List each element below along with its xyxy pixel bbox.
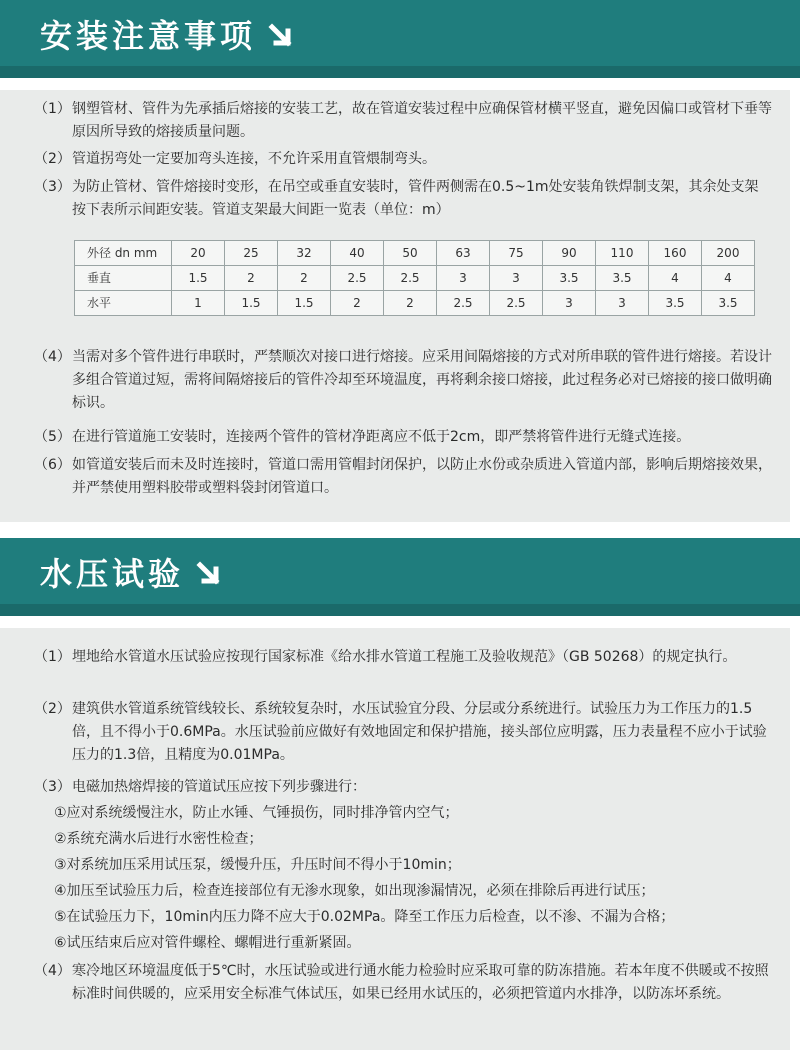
table-cell: 2.5 xyxy=(490,291,543,316)
list-item xyxy=(34,776,774,799)
item-text: 如管道安装后而未及时连接时，管道口需用管帽封闭保护，以防止水份或杂质进入管道内部，影响后期熔接效果，并严禁使用塑料胶带或塑料袋封闭管道口。 xyxy=(72,457,772,496)
table-row xyxy=(75,291,755,316)
item-text: 钢塑管材、管件为先承插后熔接的安装工艺，故在管道安装过程中应确保管材横平竖直，避免因偏口或管材下垂等原因所导致的熔接质量问题。 xyxy=(72,101,772,140)
item-number: （4） xyxy=(34,963,71,979)
table-cell: 2 xyxy=(278,266,331,291)
item-text: 建筑供水管道系统管线较长、系统较复杂时，水压试验宜分段、分层或分系统进行。试验压力为工作压力的1.5倍，且不得小于0.6MPa。水压试验前应做好有效地固定和保护措施，接头部位应明露，压力表量程不应小于试验压力的1.3倍，且精度为0.01MPa。 xyxy=(72,701,767,763)
table-cell: 3 xyxy=(596,291,649,316)
item-number: （3） xyxy=(34,179,71,195)
table-cell: 90 xyxy=(543,241,596,266)
procedure-step: ①应对系统缓慢注水，防止水锤、气锤损伤，同时排净管内空气； xyxy=(54,805,459,821)
item-text: 埋地给水管道水压试验应按现行国家标准《给水排水管道工程施工及验收规范》（GB 50268）的规定执行。 xyxy=(72,649,737,665)
procedure-step: ③对系统加压采用试压泵，缓慢升压，升压时间不得小于10min； xyxy=(54,857,461,873)
table-cell: 2.5 xyxy=(437,291,490,316)
item-number: （2） xyxy=(34,701,71,717)
header-underline xyxy=(0,604,800,616)
item-text: 在进行管道施工安装时，连接两个管件的管材净距离应不低于2cm，即严禁将管件进行无缝式连接。 xyxy=(72,429,691,445)
table-cell: 3.5 xyxy=(702,291,755,316)
table-cell: 1.5 xyxy=(225,291,278,316)
item-text: 寒冷地区环境温度低于5℃时，水压试验或进行通水能力检验时应采取可靠的防冻措施。若本年度不供暖或不按照标准时间供暖的，应采用安全标准气体试压，如果已经用水试压的，必须把管道内水排净，以防冻坏系统。 xyxy=(72,963,769,1002)
item-number: （3） xyxy=(34,779,71,795)
table-row xyxy=(75,266,755,291)
table-cell: 40 xyxy=(331,241,384,266)
table-cell: 1 xyxy=(172,291,225,316)
item-number: （1） xyxy=(34,101,71,117)
list-item xyxy=(34,426,774,449)
item-number: （4） xyxy=(34,349,71,365)
section2-title-text: 水压试验 xyxy=(40,555,185,593)
table-cell: 2.5 xyxy=(331,266,384,291)
table-cell: 20 xyxy=(172,241,225,266)
table-cell: 160 xyxy=(649,241,702,266)
item-text: 电磁加热熔焊接的管道试压应按下列步骤进行： xyxy=(72,779,366,795)
table-cell: 110 xyxy=(596,241,649,266)
list-item xyxy=(34,176,774,218)
table-cell: 25 xyxy=(225,241,278,266)
table-cell: 200 xyxy=(702,241,755,266)
table-cell: 2 xyxy=(331,291,384,316)
item-number: （1） xyxy=(34,649,71,665)
item-number: （5） xyxy=(34,429,71,445)
arrow-down-right-icon xyxy=(194,559,224,589)
procedure-step: ②系统充满水后进行水密性检查； xyxy=(54,831,263,847)
table-cell: 75 xyxy=(490,241,543,266)
table-cell: 1.5 xyxy=(278,291,331,316)
section1-panel xyxy=(0,90,790,522)
table-header-label: 外径 dn mm xyxy=(75,241,172,266)
table-cell: 50 xyxy=(384,241,437,266)
table-cell: 2.5 xyxy=(384,266,437,291)
table-cell: 3.5 xyxy=(596,266,649,291)
table-cell: 4 xyxy=(649,266,702,291)
section1-title xyxy=(40,14,296,58)
procedure-step: ④加压至试验压力后，检查连接部位有无渗水现象，如出现渗漏情况，必须在排除后再进行试压； xyxy=(54,883,655,899)
section2-title xyxy=(40,552,224,596)
table-row-label: 水平 xyxy=(75,291,172,316)
table-cell: 3 xyxy=(490,266,543,291)
table-cell: 32 xyxy=(278,241,331,266)
list-item xyxy=(34,698,774,763)
table-cell: 2 xyxy=(225,266,278,291)
item-text: 当需对多个管件进行串联时，严禁顺次对接口进行熔接。应采用间隔熔接的方式对所串联的管件进行熔接。若设计多组合管道过短，需将间隔熔接后的管件冷却至环境温度，再将剩余接口熔接，此过程务必对已熔接的接口做明确标识。 xyxy=(72,349,772,411)
item-text: 为防止管材、管件熔接时变形，在吊空或垂直安装时，管件两侧需在0.5~1m处安装角铁焊制支架，其余处支架按下表所示间距安装。管道支架最大间距一览表（单位：m） xyxy=(72,179,759,218)
table-cell: 3.5 xyxy=(543,266,596,291)
table-row-label: 垂直 xyxy=(75,266,172,291)
item-number: （6） xyxy=(34,457,71,473)
table-cell: 2 xyxy=(384,291,437,316)
item-text: 管道拐弯处一定要加弯头连接，不允许采用直管煨制弯头。 xyxy=(72,151,436,167)
list-item xyxy=(34,148,774,171)
table-cell: 3 xyxy=(437,266,490,291)
arrow-down-right-icon xyxy=(266,21,296,51)
section2-header xyxy=(0,538,800,616)
list-item xyxy=(34,98,774,140)
table-cell: 63 xyxy=(437,241,490,266)
section1-header xyxy=(0,0,800,78)
list-item xyxy=(34,646,774,669)
procedure-step: ⑤在试验压力下，10min内压力降不应大于0.02MPa。降至工作压力后检查，以不渗、不漏为合格； xyxy=(54,909,675,925)
section2-panel xyxy=(0,628,790,1050)
support-spacing-table xyxy=(74,240,755,316)
table-header-row xyxy=(75,241,755,266)
table-cell: 3.5 xyxy=(649,291,702,316)
table-cell: 1.5 xyxy=(172,266,225,291)
list-item xyxy=(34,454,774,496)
table-cell: 3 xyxy=(543,291,596,316)
list-item xyxy=(34,346,774,411)
section1-title-text: 安装注意事项 xyxy=(40,17,257,55)
list-item xyxy=(34,960,774,1002)
table-cell: 4 xyxy=(702,266,755,291)
item-number: （2） xyxy=(34,151,71,167)
procedure-step: ⑥试压结束后应对管件螺栓、螺帽进行重新紧固。 xyxy=(54,935,361,951)
header-underline xyxy=(0,66,800,78)
